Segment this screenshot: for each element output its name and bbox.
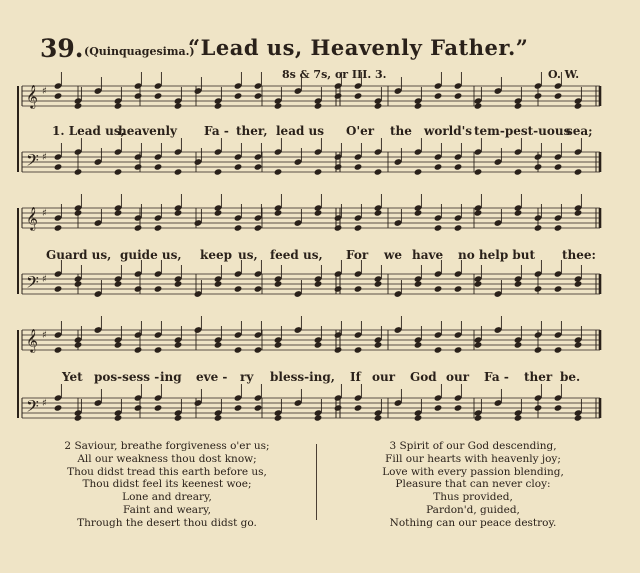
note-head xyxy=(254,285,263,292)
note-head xyxy=(154,346,163,353)
note-head xyxy=(434,404,443,411)
note-head xyxy=(454,92,463,99)
note-head xyxy=(234,346,243,353)
note-head xyxy=(334,163,343,170)
note-head xyxy=(474,280,483,287)
bass-clef-icon: 𝄢 xyxy=(26,150,39,174)
note-head xyxy=(554,92,563,99)
note-head xyxy=(274,102,283,109)
note-head xyxy=(254,404,263,411)
lyric-syllable: God xyxy=(410,370,437,384)
verse-line: Pleasure that can never cloy: xyxy=(395,478,551,491)
hymn-meter: 8s & 7s, or III. 3. xyxy=(282,68,387,81)
note-head xyxy=(174,280,183,287)
note-head xyxy=(374,280,383,287)
note-head xyxy=(154,92,163,99)
note-head xyxy=(474,209,483,216)
note-head xyxy=(174,209,183,216)
note-head xyxy=(474,414,483,421)
lyric-syllable: Fa - xyxy=(484,370,509,384)
verse-divider xyxy=(316,444,317,520)
lyric-line-3 xyxy=(0,370,640,386)
note-head xyxy=(374,102,383,109)
bass-clef-icon: 𝄢 xyxy=(26,272,39,296)
verse-2 xyxy=(22,440,312,530)
note-head xyxy=(434,163,443,170)
lyric-syllable: the xyxy=(390,124,412,138)
note-head xyxy=(134,92,143,99)
lyric-line-1 xyxy=(0,124,640,140)
note-head xyxy=(214,168,223,175)
note-head xyxy=(134,404,143,411)
note-head xyxy=(54,224,63,231)
note-head xyxy=(554,404,563,411)
note-head xyxy=(574,209,583,216)
note-head xyxy=(154,285,163,292)
lyric-syllable: sea; xyxy=(566,124,593,138)
note-head xyxy=(134,346,143,353)
note-head xyxy=(174,168,183,175)
note-head xyxy=(134,285,143,292)
lyric-syllable: our xyxy=(372,370,396,384)
note-head xyxy=(534,163,543,170)
verse-line: Love with every passion blending, xyxy=(382,465,564,478)
note-head xyxy=(54,346,63,353)
note-head xyxy=(254,163,263,170)
note-head xyxy=(234,92,243,99)
lyric-syllable: If xyxy=(350,370,361,384)
key-signature-sharp-icon: ♯ xyxy=(42,274,47,285)
note-head xyxy=(454,224,463,231)
lyric-syllable: tem-pest-uous xyxy=(474,124,571,138)
lyric-syllable: guide us, xyxy=(120,248,182,262)
hymn-number: 39. xyxy=(40,34,84,63)
note-head xyxy=(74,280,83,287)
treble-clef-icon: 𝄞 xyxy=(26,84,38,108)
verse-line: Thou didst tread this earth before us, xyxy=(67,465,267,478)
note-head xyxy=(374,414,383,421)
lyric-syllable: we xyxy=(384,248,402,262)
verse-line: All our weakness thou dost know; xyxy=(77,452,257,465)
note-head xyxy=(74,168,83,175)
note-head xyxy=(154,404,163,411)
note-head xyxy=(534,346,543,353)
note-head xyxy=(374,209,383,216)
key-signature-sharp-icon: ♯ xyxy=(42,398,47,409)
note-head xyxy=(274,280,283,287)
note-head xyxy=(234,404,243,411)
lyric-syllable: O'er xyxy=(346,124,375,138)
note-head xyxy=(534,92,543,99)
note-head xyxy=(274,209,283,216)
note-head xyxy=(534,404,543,411)
verse-line: Through the desert thou didst go. xyxy=(77,516,257,529)
verse-line: Lone and dreary, xyxy=(122,491,212,504)
lyric-syllable: Yet xyxy=(62,370,83,384)
lyric-syllable: no help but xyxy=(458,248,536,262)
note-head xyxy=(554,346,563,353)
note-head xyxy=(374,168,383,175)
note-head xyxy=(74,209,83,216)
note-head xyxy=(174,414,183,421)
lyric-syllable: be. xyxy=(560,370,581,384)
lyric-syllable: Fa - xyxy=(204,124,229,138)
note-head xyxy=(354,404,363,411)
lyric-syllable: heavenly xyxy=(118,124,177,138)
verse-line: Thus provided, xyxy=(433,491,513,504)
note-head xyxy=(574,168,583,175)
note-head xyxy=(254,224,263,231)
note-head xyxy=(254,92,263,99)
lyric-syllable: Guard us, xyxy=(46,248,112,262)
note-head xyxy=(354,285,363,292)
note-head xyxy=(534,224,543,231)
verse-line: Pardon'd, guided, xyxy=(426,503,520,516)
note-head xyxy=(334,404,343,411)
note-head xyxy=(434,92,443,99)
lyric-syllable: For xyxy=(346,248,369,262)
key-signature-sharp-icon: ♯ xyxy=(42,330,47,341)
note-head xyxy=(454,404,463,411)
note-head xyxy=(574,102,583,109)
lyric-syllable: ry xyxy=(240,370,254,384)
note-head xyxy=(574,341,583,348)
lyric-syllable: have xyxy=(412,248,444,262)
lyric-syllable: thee: xyxy=(562,248,596,262)
note-head xyxy=(374,341,383,348)
verse-3 xyxy=(328,440,618,530)
note-head xyxy=(174,102,183,109)
additional-verses xyxy=(0,440,640,560)
note-head xyxy=(54,163,63,170)
lyric-syllable: keep xyxy=(200,248,232,262)
lyric-syllable: feed us, xyxy=(270,248,323,262)
note-head xyxy=(154,163,163,170)
verse-line: Nothing can our peace destroy. xyxy=(389,516,557,529)
treble-clef-icon: 𝄞 xyxy=(26,206,38,230)
verse-line: 2 Saviour, breathe forgiveness o'er us; xyxy=(64,440,270,452)
note-head xyxy=(274,168,283,175)
lyric-syllable: 1. Lead us, xyxy=(52,124,125,138)
key-signature-sharp-icon: ♯ xyxy=(42,208,47,219)
note-head xyxy=(454,346,463,353)
note-head xyxy=(254,346,263,353)
key-signature-sharp-icon: ♯ xyxy=(42,86,47,97)
lyric-syllable: eve - xyxy=(196,370,228,384)
note-head xyxy=(474,341,483,348)
treble-clef-icon: 𝄞 xyxy=(26,328,38,352)
hymn-composer: O. W. xyxy=(548,68,580,81)
note-head xyxy=(354,346,363,353)
note-head xyxy=(434,285,443,292)
lyric-syllable: our xyxy=(446,370,470,384)
note-head xyxy=(474,168,483,175)
note-head xyxy=(74,414,83,421)
note-head xyxy=(54,285,63,292)
lyric-line-2 xyxy=(0,248,640,264)
note-head xyxy=(54,92,63,99)
bass-clef-icon: 𝄢 xyxy=(26,396,39,420)
note-head xyxy=(474,102,483,109)
note-head xyxy=(54,404,63,411)
note-head xyxy=(414,168,423,175)
note-head xyxy=(334,92,343,99)
verse-line: Fill our hearts with heavenly joy; xyxy=(385,452,561,465)
lyric-syllable: us, xyxy=(238,248,258,262)
note-head xyxy=(274,341,283,348)
note-head xyxy=(234,285,243,292)
lyric-syllable: world's xyxy=(424,124,473,138)
note-head xyxy=(134,224,143,231)
note-head xyxy=(354,92,363,99)
note-head xyxy=(454,285,463,292)
note-head xyxy=(554,163,563,170)
key-signature-sharp-icon: ♯ xyxy=(42,152,47,163)
note-head xyxy=(354,163,363,170)
note-head xyxy=(534,285,543,292)
note-head xyxy=(554,224,563,231)
note-head xyxy=(574,280,583,287)
note-head xyxy=(334,224,343,231)
lyric-syllable: lead us xyxy=(276,124,325,138)
lyric-syllable: bless-ing, xyxy=(270,370,335,384)
note-head xyxy=(454,163,463,170)
note-head xyxy=(574,414,583,421)
note-head xyxy=(334,346,343,353)
note-head xyxy=(514,168,523,175)
note-head xyxy=(434,346,443,353)
lyric-syllable: ther xyxy=(524,370,553,384)
lyric-syllable: ther, xyxy=(236,124,268,138)
note-head xyxy=(314,168,323,175)
note-head xyxy=(154,224,163,231)
note-head xyxy=(234,163,243,170)
verse-line: Faint and weary, xyxy=(123,503,211,516)
note-head xyxy=(74,341,83,348)
note-head xyxy=(174,341,183,348)
note-head xyxy=(354,224,363,231)
note-head xyxy=(434,224,443,231)
verse-line: Thou didst feel its keenest woe; xyxy=(82,478,252,491)
hymn-title: “Lead us, Heavenly Father.” xyxy=(188,35,529,60)
note-head xyxy=(274,414,283,421)
note-head xyxy=(134,163,143,170)
note-head xyxy=(334,285,343,292)
note-head xyxy=(74,102,83,109)
note-head xyxy=(554,285,563,292)
note-head xyxy=(114,168,123,175)
note-head xyxy=(234,224,243,231)
lyric-syllable: ing xyxy=(160,370,182,384)
lyric-syllable: pos-sess - xyxy=(94,370,160,384)
verse-line: 3 Spirit of our God descending, xyxy=(389,440,557,452)
hymn-occasion: (Quinquagesima.) xyxy=(84,45,195,58)
